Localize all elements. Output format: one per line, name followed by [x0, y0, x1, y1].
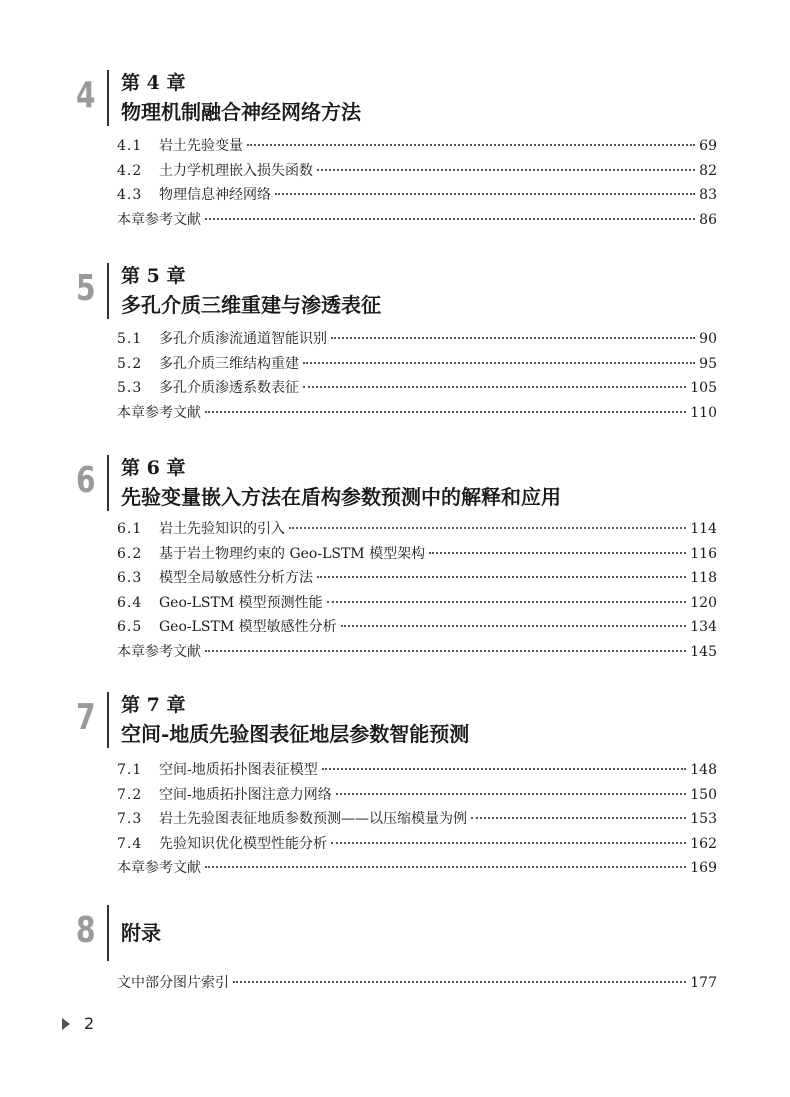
chapter-4	[0, 70, 790, 228]
toc-entry[interactable]	[117, 352, 717, 377]
section-title: 岩土先验变量	[159, 138, 243, 154]
toc-entry[interactable]	[117, 783, 717, 808]
section-number: 5.3	[117, 380, 143, 396]
chapter-label: 第 6 章	[121, 457, 186, 479]
section-title: 本章参考文献	[117, 860, 201, 876]
toc-entry[interactable]	[117, 758, 717, 783]
page-number: 110	[690, 404, 717, 421]
leader-dots	[322, 767, 687, 770]
chapter-number: 4	[76, 75, 96, 116]
toc-entry-references[interactable]	[117, 640, 717, 665]
section-title: 本章参考文献	[117, 643, 201, 660]
section-number: 5.1	[117, 331, 143, 347]
section-title: 多孔介质渗透系数表征	[159, 380, 299, 396]
toc-list	[117, 327, 717, 425]
section-number: 6.4	[117, 594, 143, 611]
leader-dots	[205, 865, 686, 868]
leader-dots	[275, 192, 695, 195]
toc-entry[interactable]	[117, 971, 717, 996]
leader-dots	[247, 143, 695, 146]
section-number: 6.2	[117, 545, 143, 562]
page-number: 116	[690, 545, 717, 562]
triangle-right-icon	[62, 1018, 70, 1030]
leader-dots	[205, 649, 686, 652]
page-number: 69	[699, 138, 717, 154]
toc-entry[interactable]	[117, 134, 717, 159]
chapter-header	[0, 692, 790, 752]
section-title: 岩土先验知识的引入	[159, 521, 285, 537]
page-number: 150	[690, 786, 717, 803]
leader-dots	[336, 792, 687, 795]
chapter-6	[0, 455, 790, 660]
leader-dots	[429, 551, 686, 554]
section-title: 空间-地质拓扑图表征模型	[159, 762, 318, 778]
section-number: 7.2	[117, 786, 143, 803]
chapter-divider	[107, 263, 109, 319]
chapter-number: 7	[76, 697, 96, 738]
chapter-label: 第 4 章	[121, 72, 186, 94]
chapter-title: 多孔介质三维重建与渗透表征	[121, 293, 381, 317]
section-title: 基于岩土物理约束的 Geo-LSTM 模型架构	[159, 545, 426, 562]
chapter-divider	[107, 692, 109, 748]
leader-dots	[289, 526, 686, 529]
leader-dots	[303, 361, 695, 364]
page-number: 114	[690, 521, 717, 537]
page-number: 95	[699, 355, 717, 372]
page-number: 148	[690, 762, 717, 778]
leader-dots	[205, 217, 695, 220]
page-number: 86	[699, 211, 717, 228]
toc-list	[117, 971, 717, 996]
section-title: 本章参考文献	[117, 404, 201, 421]
page-number: 162	[690, 835, 717, 852]
chapter-divider	[107, 70, 109, 126]
leader-dots	[327, 600, 687, 603]
page-number: 145	[690, 643, 717, 660]
toc-list	[117, 517, 717, 664]
chapter-5	[0, 263, 790, 421]
toc-list	[117, 134, 717, 232]
leader-dots	[317, 168, 695, 171]
section-title: Geo-LSTM 模型敏感性分析	[159, 619, 337, 635]
leader-dots	[471, 816, 686, 819]
leader-dots	[331, 841, 686, 844]
leader-dots	[331, 336, 695, 339]
leader-dots	[233, 980, 686, 983]
leader-dots	[317, 575, 686, 578]
chapter-number: 5	[76, 268, 96, 309]
chapter-7	[0, 692, 790, 876]
toc-entry[interactable]	[117, 376, 717, 401]
chapter-label: 第 7 章	[121, 694, 186, 716]
section-number: 7.3	[117, 811, 143, 827]
chapter-label: 第 5 章	[121, 265, 186, 287]
toc-entry[interactable]	[117, 327, 717, 352]
leader-dots	[341, 624, 687, 627]
page-number: 82	[699, 162, 717, 179]
chapter-title: 物理机制融合神经网络方法	[121, 100, 361, 124]
leader-dots	[303, 385, 686, 388]
section-number: 4.3	[117, 187, 143, 203]
chapter-8-appendix	[0, 905, 790, 991]
toc-entry[interactable]	[117, 807, 717, 832]
section-title: 物理信息神经网络	[159, 187, 271, 203]
toc-entry[interactable]	[117, 542, 717, 567]
toc-entry[interactable]	[117, 517, 717, 542]
chapter-title: 先验变量嵌入方法在盾构参数预测中的解释和应用	[121, 485, 561, 509]
page-number: 120	[690, 594, 717, 611]
chapter-header	[0, 263, 790, 323]
section-number: 6.3	[117, 570, 143, 586]
chapter-title: 空间-地质先验图表征地层参数智能预测	[121, 722, 470, 746]
section-number: 6.5	[117, 619, 143, 635]
page-number: 105	[690, 380, 717, 396]
section-title: 岩土先验图表征地质参数预测——以压缩模量为例	[159, 811, 467, 827]
toc-entry[interactable]	[117, 591, 717, 616]
toc-entry-references[interactable]	[117, 401, 717, 426]
chapter-header	[0, 70, 790, 130]
chapter-header	[0, 905, 790, 965]
section-title: 先验知识优化模型性能分析	[159, 835, 327, 852]
page-number: 118	[690, 570, 717, 586]
section-number: 5.2	[117, 355, 143, 372]
chapter-divider	[107, 455, 109, 511]
page-number: 177	[690, 975, 717, 991]
section-number: 4.2	[117, 162, 143, 179]
toc-entry[interactable]	[117, 159, 717, 184]
section-title: Geo-LSTM 模型预测性能	[159, 594, 323, 611]
chapter-header	[0, 455, 790, 515]
section-title: 多孔介质三维结构重建	[159, 355, 299, 372]
section-number: 7.1	[117, 762, 143, 778]
section-title: 多孔介质渗流通道智能识别	[159, 331, 327, 347]
toc-entry-references[interactable]	[117, 856, 717, 881]
toc-entry-references[interactable]	[117, 208, 717, 233]
chapter-title: 附录	[121, 921, 161, 945]
toc-entry[interactable]	[117, 615, 717, 640]
toc-list	[117, 758, 717, 881]
page-number: 169	[690, 860, 717, 876]
section-title: 空间-地质拓扑图注意力网络	[159, 786, 332, 803]
section-number: 4.1	[117, 138, 143, 154]
section-title: 本章参考文献	[117, 211, 201, 228]
footer-page-number: 2	[84, 1014, 95, 1033]
chapter-number: 8	[76, 910, 96, 951]
chapter-number: 6	[76, 460, 96, 501]
toc-entry[interactable]	[117, 566, 717, 591]
toc-entry[interactable]	[117, 183, 717, 208]
page-number: 134	[690, 619, 717, 635]
section-title: 模型全局敏感性分析方法	[159, 570, 313, 586]
page-number: 153	[690, 811, 717, 827]
section-number: 7.4	[117, 835, 143, 852]
section-title: 土力学机理嵌入损失函数	[159, 162, 313, 179]
page-number: 90	[699, 331, 717, 347]
chapter-divider	[107, 905, 109, 961]
page-number: 83	[699, 187, 717, 203]
toc-entry[interactable]	[117, 832, 717, 857]
section-number: 6.1	[117, 521, 143, 537]
section-title: 文中部分图片索引	[117, 975, 229, 991]
leader-dots	[205, 410, 686, 413]
